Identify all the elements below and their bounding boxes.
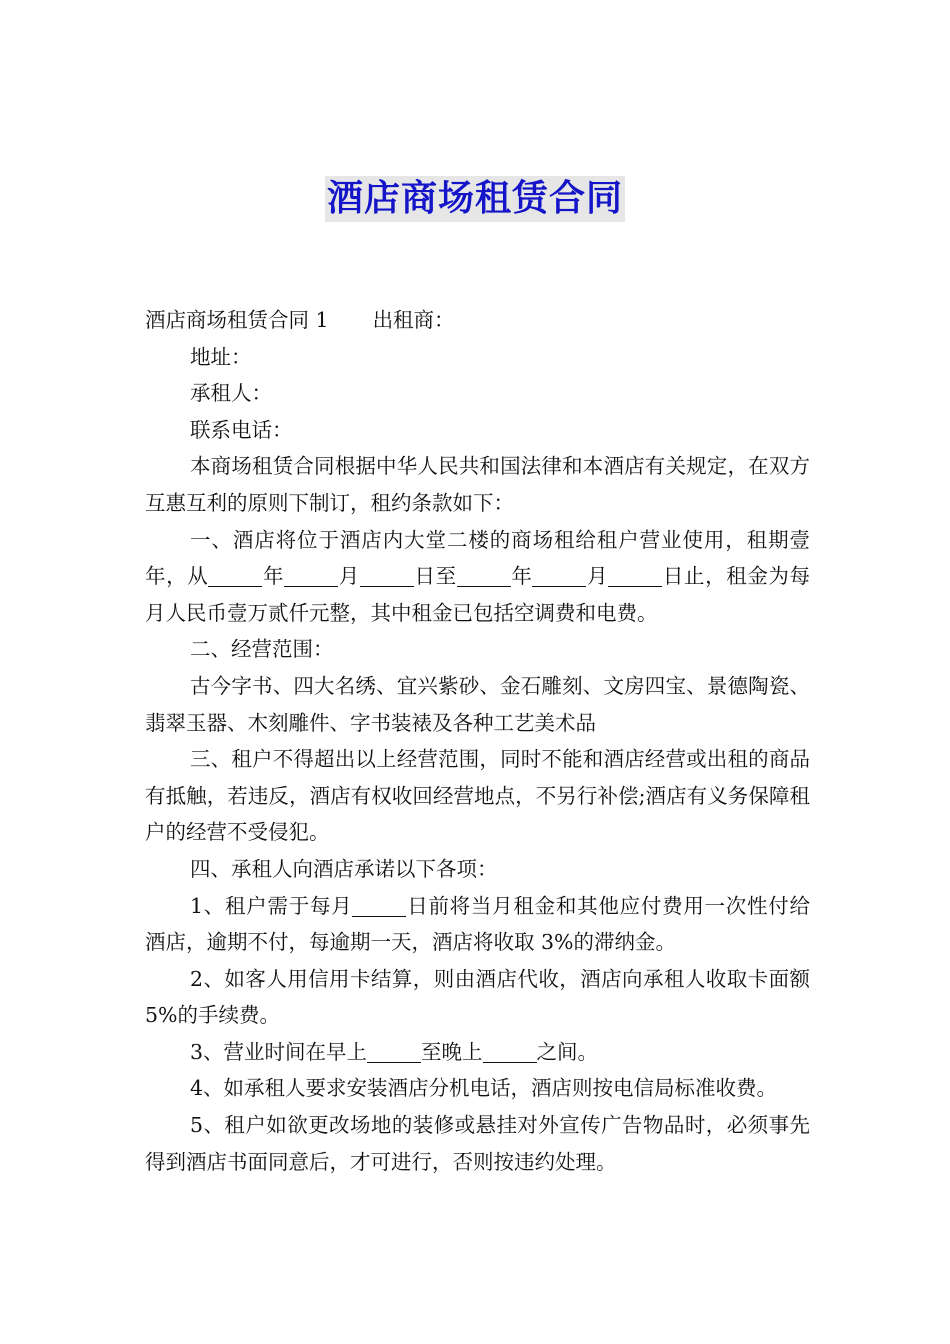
clause-4-item-2: 2、如客人用信用卡结算，则由酒店代收，酒店向承租人收取卡面额 5%的手续费。 [145, 966, 810, 1028]
blank-payment-day [352, 892, 406, 917]
document-body [145, 302, 810, 1180]
clause-1: 一、酒店将位于酒店内大堂二楼的商场租给租户营业使用，租期壹年，从 年 月 日至 年 月 日止，租金为每月人民币壹万贰仟元整，其中租金已包括空调费和电费。 [145, 527, 811, 625]
lessee-field: 承租人： [190, 381, 272, 406]
blank-start-year [208, 562, 262, 587]
blank-start-day [360, 562, 414, 587]
clause-4-item-3: 3、营业时间在早上 至晚上 之间。 [190, 1039, 599, 1064]
clause-2-heading: 二、经营范围： [190, 637, 334, 662]
contract-number: 酒店商场租赁合同 1 [145, 308, 329, 332]
address-field: 地址： [190, 344, 252, 369]
blank-end-month [532, 562, 586, 587]
clause-2-content: 古今字书、四大名绣、宜兴紫砂、金石雕刻、文房四宝、景德陶瓷、翡翠玉器、木刻雕件、字书装裱及各种工艺美术品 [145, 673, 810, 735]
clause-4-heading: 四、承租人向酒店承诺以下各项： [190, 856, 498, 881]
clause-4-item-1: 1、租户需于每月 日前将当月租金和其他应付费用一次性付给酒店，逾期不付，每逾期一天，酒店将收取 3%的滞纳金。 [145, 893, 811, 955]
document-title: 酒店商场租赁合同 [325, 176, 625, 222]
clause-3: 三、租户不得超出以上经营范围，同时不能和酒店经营或出租的商品有抵触，若违反，酒店有权收回经营地点，不另行补偿;酒店有义务保障租户的经营不受侵犯。 [145, 747, 810, 845]
phone-field: 联系电话： [190, 417, 293, 442]
blank-end-day [608, 562, 662, 587]
intro-paragraph: 本商场租赁合同根据中华人民共和国法律和本酒店有关规定，在双方互惠互利的原则下制订，租约条款如下： [145, 454, 810, 515]
blank-end-year [457, 562, 511, 587]
title-container [0, 176, 950, 222]
blank-start-month [284, 562, 338, 587]
lessor-label: 出租商： [372, 308, 455, 332]
blank-close-time [483, 1038, 537, 1063]
clause-4-item-5: 5、租户如欲更改场地的装修或悬挂对外宣传广告物品时，必须事先得到酒店书面同意后，才可进行，否则按违约处理。 [145, 1113, 810, 1174]
header-line [145, 302, 810, 339]
clause-4-item-4: 4、如承租人要求安装酒店分机电话，酒店则按电信局标准收费。 [190, 1076, 778, 1101]
blank-open-time [367, 1038, 421, 1063]
